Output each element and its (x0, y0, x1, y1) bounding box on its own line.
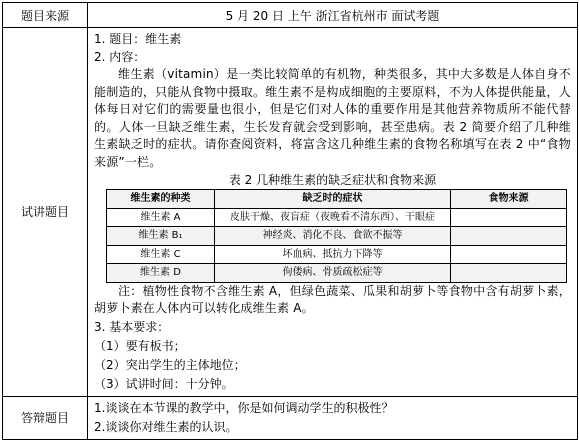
source-row (3, 3, 578, 28)
defense-row (3, 396, 578, 439)
vitamin-food (451, 227, 567, 246)
defense-content (88, 396, 578, 439)
vitamin-symptom: 神经炎、消化不良、食欲不振等 (215, 227, 451, 246)
vitamin-food (451, 208, 567, 227)
vitamin-name: 维生素 D (107, 264, 215, 283)
content-paragraph: 维生素（vitamin）是一类比较简单的有机物，种类很多，其中大多数是人体自身不能制造的，只能从食物中摄取。维生素不是构成细胞的主要原料，不为人体提供能量，人体每日对它们的需要量也很小，但是它们对人体的重要作用是其他营养物质所不能代替的。人体一旦缺乏维生素，生长发育就会受到影响，甚至患病。表 2 简要介绍了几种维生素缺乏时的症状。请你查阅资料，将富含这几种维生素的食物名称填写在表 2 中“食物来源”一栏。 (94, 67, 571, 169)
topic-line: 1. 题目：维生素 (94, 32, 182, 46)
table-note: 注：植物性食物不含维生素 A，但绿色蔬菜、瓜果和胡萝卜等食物中含有胡萝卜素，胡萝卜素在人体内可以转化成维生素 A。 (94, 283, 571, 315)
vitamin-food (451, 245, 567, 264)
vitamin-symptom: 坏血病、抵抗力下降等 (215, 245, 451, 264)
content-heading: 2. 内容： (94, 49, 146, 64)
requirement-item: （2）突出学生的主体地位； (94, 357, 246, 372)
col-header-food: 食物来源 (451, 190, 567, 209)
vitamin-symptom: 佝偻病、骨质疏松症等 (215, 264, 451, 283)
lecture-content (88, 28, 578, 397)
lecture-label: 试讲题目 (3, 28, 88, 397)
source-label: 题目来源 (3, 3, 88, 28)
exam-table (2, 2, 578, 440)
defense-question: 1.谈谈在本节课的教学中，你是如何调动学生的积极性？ (94, 400, 394, 415)
table-row (107, 264, 567, 283)
vitamin-table (106, 189, 567, 283)
col-header-type: 维生素的种类 (107, 190, 215, 209)
defense-label: 答辩题目 (3, 396, 88, 439)
defense-question: 2.谈谈你对维生素的认识。 (94, 419, 238, 434)
col-header-symptom: 缺乏时的症状 (215, 190, 451, 209)
vitamin-symptom: 皮肤干燥、夜盲症（夜晚看不清东西）、干眼症 (215, 208, 451, 227)
vitamin-name: 维生素 A (107, 208, 215, 227)
vitamin-table-header (107, 190, 567, 209)
source-value: 5 月 20 日 上午 浙江省杭州市 面试考题 (88, 3, 578, 28)
requirements-title: 3. 基本要求： (94, 319, 170, 334)
vitamin-name: 维生素 C (107, 245, 215, 264)
table-row (107, 208, 567, 227)
table-row (107, 245, 567, 264)
table-caption: 表 2 几种维生素的缺乏症状和食物来源 (228, 173, 437, 187)
requirement-item: （3）试讲时间：十分钟。 (94, 376, 234, 391)
requirement-item: （1）要有板书； (94, 338, 186, 353)
vitamin-food (451, 264, 567, 283)
lecture-row (3, 28, 578, 397)
table-row (107, 227, 567, 246)
vitamin-name: 维生素 B₁ (107, 227, 215, 246)
